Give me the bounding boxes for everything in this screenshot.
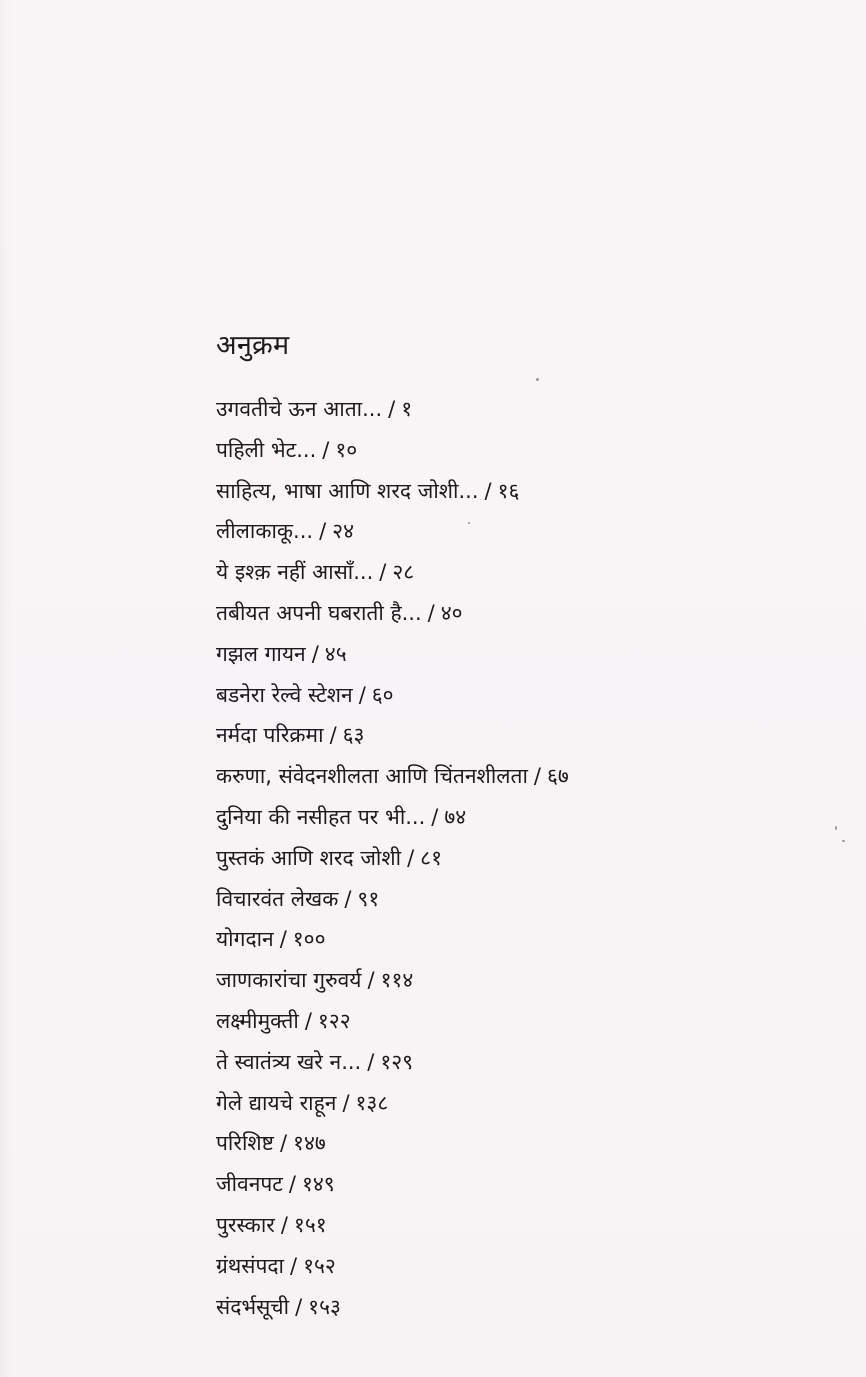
toc-entry-title: जाणकारांचा गुरुवर्य [216, 968, 362, 993]
toc-entry-separator: / [427, 600, 435, 625]
toc-entry [216, 1205, 569, 1246]
toc-entry [216, 838, 569, 879]
toc-entry [216, 879, 569, 920]
toc-entry-title: पुरस्कार [216, 1212, 275, 1237]
toc-entry-separator: / [407, 845, 415, 870]
toc-entry-separator: / [311, 641, 319, 666]
toc-entry-page: १२२ [317, 1008, 351, 1033]
toc-entry-page: १ [401, 397, 413, 421]
toc-entry [216, 1083, 569, 1124]
toc-entry-page: ६३ [342, 723, 365, 748]
toc-entry-page: १४९ [301, 1172, 335, 1197]
toc-entry-separator: / [319, 519, 327, 544]
toc-entry-title: लक्ष्मीमुक्ती [216, 1008, 299, 1033]
toc-entry-separator: / [329, 723, 337, 748]
toc-entry [216, 1246, 569, 1287]
toc-entry-page: ९१ [357, 886, 380, 911]
toc-entry-title: ग्रंथसंपदा [216, 1253, 284, 1278]
toc-entry-title: करुणा, संवेदनशीलता आणि चिंतनशीलता [216, 764, 528, 789]
toc-entry-page: १३८ [355, 1090, 389, 1115]
toc-entry-separator: / [289, 1253, 298, 1278]
toc-entry-separator: / [367, 1049, 375, 1074]
toc-entry-separator: / [367, 968, 375, 993]
toc-entry [216, 593, 569, 634]
toc-entry [216, 960, 569, 1001]
toc-entry-page: २८ [392, 560, 415, 585]
paper-speck [468, 522, 470, 524]
toc-entry-page: १० [335, 437, 358, 462]
toc-entry-page: ८१ [420, 845, 442, 870]
toc-entry-page: २४ [332, 519, 354, 544]
toc-entry [216, 1164, 569, 1205]
toc-entry-separator: / [322, 437, 330, 462]
toc-entry-title: योगदान [216, 927, 274, 952]
toc-entry-title: गेले द्यायचे राहून [216, 1090, 337, 1115]
toc-entry-title: संदर्भसूची [216, 1294, 290, 1319]
table-of-contents [216, 389, 569, 1327]
toc-entry-title: लीलाकाकू... [216, 519, 314, 544]
toc-entry [216, 634, 569, 675]
toc-entry-page: १४७ [293, 1131, 326, 1156]
toc-entry [216, 1123, 569, 1164]
toc-entry-separator: / [358, 682, 366, 707]
toc-entry [216, 919, 569, 960]
toc-entry [216, 430, 569, 471]
toc-entry [216, 1001, 569, 1042]
paper-speck [536, 378, 539, 381]
toc-entry-separator: / [431, 804, 439, 829]
toc-entry-page: १५३ [308, 1294, 341, 1319]
toc-entry-separator: / [288, 1172, 296, 1197]
paper-speck [835, 826, 837, 830]
toc-entry [216, 756, 569, 797]
toc-entry-page: ४० [440, 600, 463, 625]
toc-entry-separator: / [295, 1294, 303, 1319]
toc-entry [216, 1287, 569, 1328]
toc-entry [216, 1042, 569, 1083]
toc-entry-separator: / [388, 397, 396, 421]
toc-entry-page: १२९ [380, 1049, 414, 1074]
toc-entry-page: ७४ [444, 804, 467, 829]
paper-speck [842, 840, 845, 842]
toc-entry-title: नर्मदा परिक्रमा [216, 723, 324, 748]
toc-entry-title: पहिली भेट... [216, 437, 317, 462]
toc-entry-page: १५२ [303, 1253, 336, 1278]
toc-entry [216, 675, 569, 716]
toc-entry [216, 797, 569, 838]
toc-entry-title: उगवतीचे ऊन आता... [216, 397, 383, 421]
toc-entry-page: १६ [497, 478, 520, 503]
toc-entry-title: ये इश्क़ नहीं आसाँ... [216, 560, 374, 585]
toc-entry-title: विचारवंत लेखक [216, 886, 339, 911]
toc-entry-separator: / [533, 764, 541, 789]
toc-entry-title: ते स्वातंत्र्य खरे न... [216, 1049, 362, 1074]
toc-entry-page: ११४ [380, 968, 414, 993]
toc-entry [216, 715, 569, 756]
toc-entry [216, 552, 569, 593]
toc-entry-title: गझल गायन [216, 641, 306, 666]
toc-entry-title: जीवनपट [216, 1172, 283, 1197]
toc-entry-separator: / [484, 478, 492, 503]
toc-entry-title: तबीयत अपनी घबराती है... [216, 600, 422, 625]
toc-entry-title: परिशिष्ट [216, 1131, 274, 1156]
toc-entry-page: ६७ [546, 764, 569, 789]
toc-entry [216, 511, 569, 552]
toc-entry-title: पुस्तकं आणि शरद जोशी [216, 845, 402, 870]
contents-heading: अनुक्रम [216, 330, 290, 362]
toc-entry [216, 471, 569, 512]
toc-entry-title: बडनेरा रेल्वे स्टेशन [216, 682, 353, 707]
toc-entry-separator: / [279, 927, 287, 952]
toc-entry [216, 389, 569, 430]
toc-entry-separator: / [344, 886, 352, 911]
toc-entry-page: ६० [371, 682, 394, 707]
toc-entry-separator: / [379, 560, 387, 585]
toc-entry-separator: / [280, 1212, 288, 1237]
toc-entry-page: १५१ [293, 1212, 327, 1237]
toc-entry-separator: / [342, 1090, 350, 1115]
toc-entry-separator: / [304, 1008, 312, 1033]
toc-entry-separator: / [279, 1131, 288, 1156]
toc-entry-page: ४५ [324, 641, 347, 666]
toc-entry-page: १०० [292, 927, 326, 952]
toc-entry-title: साहित्य, भाषा आणि शरद जोशी... [216, 478, 479, 503]
toc-entry-title: दुनिया की नसीहत पर भी... [216, 804, 426, 829]
